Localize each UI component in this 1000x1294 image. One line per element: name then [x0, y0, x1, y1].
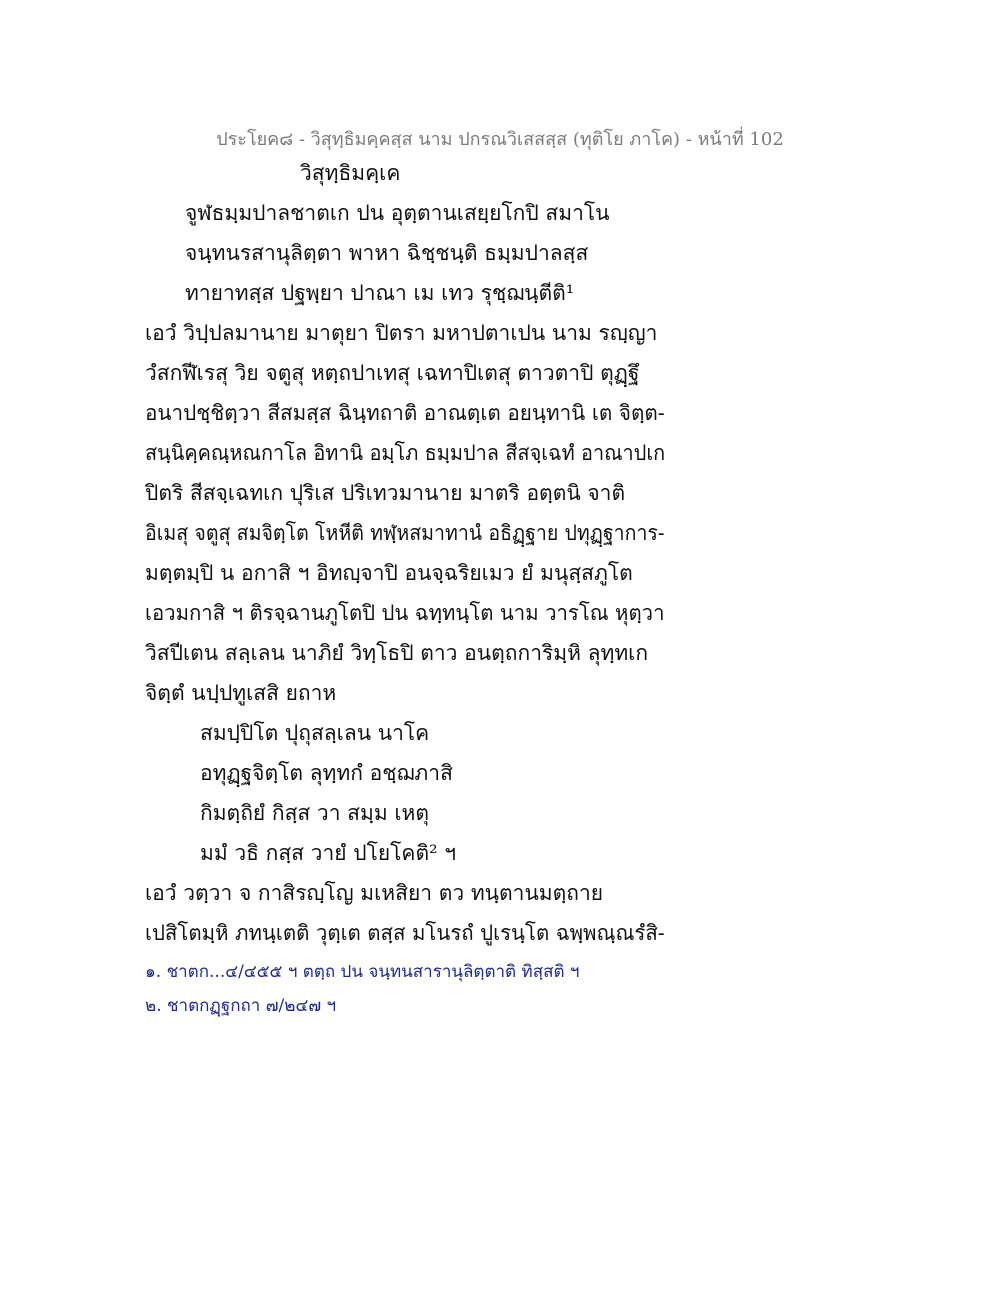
section-title: วิสุทฺธิมคฺเค	[300, 161, 401, 185]
prose-line: เอวมกาสิ ฯ ติรจฺฉานภูโตปิ ปน ฉทฺทนฺโต นาม วารโณ หุตฺวา	[145, 601, 665, 625]
prose-line: อนาปชฺชิตฺวา สีสมสฺส ฉินฺทถาติ อาณตฺเต อยนฺทานิ เต จิตฺต-	[145, 401, 665, 425]
prose-line: อิเมสุ จตูสุ สมจิตฺโต โหหีติ ทฬฺหสมาทานํ อธิฏฺฐาย ปทุฏฺฐาการ-	[145, 521, 665, 545]
verse-line: จูฬธมฺมปาลชาตเก ปน อุตฺตานเสยฺยโกปิ สมาโน	[185, 201, 610, 225]
prose-line: วํสกฬีเรสุ วิย จตูสุ หตฺถปาเทสุ เฉทาปิเตสุ ตาวตาปิ ตุฏฺฐึ	[145, 361, 640, 385]
verse-line: อทุฏฺฐจิตฺโต ลุทฺทกํ อชฺฌภาสิ	[200, 761, 453, 785]
verse-line: จนฺทนรสานุลิตฺตา พาหา ฉิชฺชนฺติ ธมฺมปาลสฺส	[185, 241, 589, 265]
prose-line: สนฺนิคฺคณฺหณกาโล อิทานิ อมฺโภ ธมฺมปาล สีสจฺเฉทํ อาณาปเก	[145, 441, 666, 465]
verse-line: ทายาทสฺส ปฐพฺยา ปาณา เม เทว รุชฺฌนฺตีติ¹	[185, 281, 575, 305]
footnote-2: ๒. ชาตกฏฺฐกถา ๗/๒๔๗ ฯ	[145, 996, 337, 1016]
prose-line: เอวํ วิปฺปลมานาย มาตุยา ปิตรา มหาปตาเปน นาม รญฺญา	[145, 321, 658, 345]
running-header: ประโยค๘ - วิสุทฺธิมคฺคสฺส นาม ปกรณวิเสสสฺส (ทุติโย ภาโค) - หน้าที่ 102	[216, 129, 784, 150]
prose-line: จิตฺตํ นปฺปทูเสสิ ยถาห	[145, 681, 337, 705]
prose-line: เปสิโตมฺหิ ภทนฺเตติ วุตฺเต ตสฺส มโนรถํ ปูเรนฺโต ฉพฺพณฺณรํสิ-	[145, 921, 665, 945]
prose-line: เอวํ วตฺวา จ กาสิรญฺโญ มเหสิยา ตว ทนฺตานมตฺถาย	[145, 881, 604, 905]
footnote-1: ๑. ชาตก...๔/๔๕๕ ฯ ตตฺถ ปน จนฺทนสารานุลิตฺตาติ ทิสฺสติ ฯ	[145, 962, 580, 982]
verse-line: มมํ วธิ กสฺส วายํ ปโยโคติ² ฯ	[200, 841, 456, 865]
verse-line: สมปฺปิโต ปุถุสลฺเลน นาโค	[200, 721, 430, 745]
verse-line: กิมตฺถิยํ กิสฺส วา สมฺม เหตุ	[200, 801, 430, 825]
prose-line: ปิตริ สีสจฺเฉทเก ปุริเส ปริเทวมานาย มาตริ อตฺตนิ จาติ	[145, 481, 626, 505]
prose-line: วิสปีเตน สลฺเลน นาภิยํ วิทฺโธปิ ตาว อนตฺถการิมฺหิ ลุทฺทเก	[145, 641, 649, 665]
prose-line: มตฺตมฺปิ น อกาสิ ฯ อิทญฺจาปิ อนจฺฉริยเมว ยํ มนุสฺสภูโต	[145, 561, 633, 585]
